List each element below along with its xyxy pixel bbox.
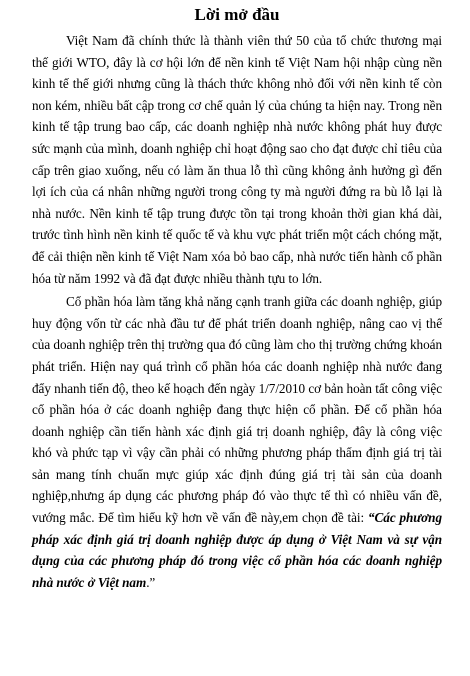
paragraph-1: Việt Nam đã chính thức là thành viên thứ 50 của tổ chức thương mại thế giới WTO, đây là cơ hội lớn để nền kinh tế Việt Nam hội nhập cùng nền kinh tế thế giới nhưng cũng là thách thức không nhỏ đối với nền kinh tế còn non kém, nhiều bất cập trong cơ chế quản lý của chúng ta hiện nay. Trong nền kinh tế tập trung bao cấp, các doanh nghiệp nhà nước không phát huy được sức mạnh của mình, doanh nghiệp chỉ hoạt động sao cho đạt được chỉ tiêu của cấp trên giao xuống, nếu có làm ăn thua lỗ thì cũng không ảnh hưởng gì đến lợi ích của cá nhân những người trong công ty mà người đứng ra bù lỗ lại là nhà nước. Nền kinh tế tập trung được tồn tại trong khoản thời gian khá dài, trước tình hình nền kinh tế quốc tế và khu vực phát triển một cách chóng mặt, để cải thiện nền kinh tế Việt Nam xóa bỏ bao cấp, nhà nước tiến hành cổ phần hóa từ năm 1992 và đã đạt được nhiều thành tựu to lớn. — [32, 33, 442, 286]
paragraph-2 — [32, 291, 442, 593]
page-title: Lời mở đầu — [194, 5, 280, 24]
paragraph-2-text: Cổ phần hóa làm tăng khả năng cạnh tranh giữa các doanh nghiệp, giúp huy động vốn từ các nhà đầu tư để phát triển doanh nghiệp, nâng cao vị thế của doanh nghiệp trên thị trường qua đó cũng làm cho thị trường chứng khoán phát triển. Hiện nay quá trình cổ phần hóa các doanh nghiệp nhà nước đang đẩy nhanh tiến độ, theo kế hoạch đến ngày 1/7/2010 cơ bản hoàn tất công việc cổ phần hóa ở các doanh nghiệp đang thực hiện cổ phần. Để cổ phần hóa doanh nghiệp cần tiến hành xác định giá trị doanh nghiệp, đây là công việc khó và phức tạp vì vậy cần phải có những phương pháp thẩm định giá trị tài sản mang tính chuẩn mực giúp xác định đúng giá trị tài sản của doanh nghiệp,nhưng áp dụng các phương pháp đó vào thực tế thì có nhiều vấn đề, vướng mắc. Để tìm hiểu kỹ hơn về vấn đề này,em chọn đề tài: — [32, 294, 442, 526]
thesis-topic: “Các phương pháp xác định giá trị doanh nghiệp được áp dụng ở Việt Nam và sự vận dụng của các phương pháp đó trong việc cổ phần hóa các doanh nghiệp nhà nước ở Việt nam — [32, 510, 442, 590]
document-page — [32, 4, 442, 593]
paragraph-2-end: .” — [146, 574, 156, 590]
